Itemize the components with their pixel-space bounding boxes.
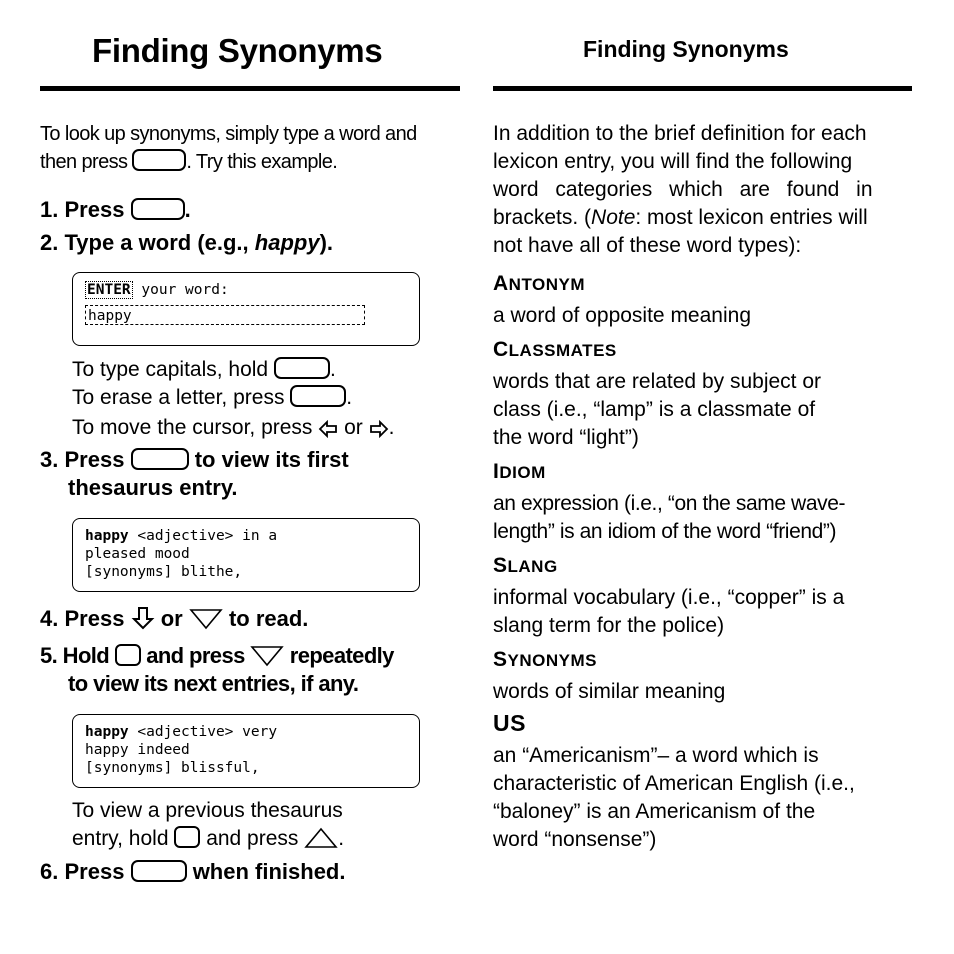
down-triangle-icon: [250, 645, 284, 667]
back-key-icon: [290, 385, 346, 407]
lcd-screen-entry2: happy <adjective> very happy indeed [synonyms] blissful,: [72, 714, 420, 788]
shift-key-icon: [274, 357, 330, 379]
enter-key-icon: [131, 448, 189, 470]
up-triangle-icon: [304, 827, 338, 849]
header-rule: [493, 86, 912, 91]
title-rule: [40, 86, 460, 91]
clear-key-icon: [131, 860, 187, 882]
right-arrow-icon: [369, 420, 389, 438]
definition-synonyms: words of similar meaning: [493, 680, 726, 703]
hint-cursor: To move the cursor, press or .: [72, 416, 395, 439]
right-intro: In addition to the brief definition for each lexicon entry, you will find the following word categories which are found in brackets. (Note: most lexicon entries will not have all of these word types):: [493, 122, 873, 257]
word-input: happy: [85, 305, 365, 325]
definition-antonym: a word of opposite meaning: [493, 304, 751, 327]
definition-us: an “Americanism”– a word which is characteristic of American English (i.e., “baloney” is an Americanism of the word “nonsense”): [493, 744, 855, 851]
hint-capitals: To type capitals, hold .: [72, 358, 336, 381]
hold-key-icon: [174, 826, 200, 848]
category-idiom: IDIOM: [493, 460, 546, 483]
synonym-key-icon: [131, 198, 185, 220]
page-title: Finding Synonyms: [92, 32, 383, 69]
definition-slang: informal vocabulary (i.e., “copper” is a slang term for the police): [493, 586, 845, 637]
step-6: 6. Press when finished.: [40, 859, 346, 884]
definition-idiom: an expression (i.e., “on the same wave- length” is an idiom of the word “friend”): [493, 492, 846, 543]
category-synonyms: SYNONYMS: [493, 648, 597, 671]
hint-previous: To view a previous thesaurus entry, hold and press .: [72, 799, 345, 850]
down-arrow-icon: [131, 606, 155, 630]
enter-badge: ENTER: [87, 282, 131, 298]
synonym-key-icon: [132, 149, 186, 171]
page-header: Finding Synonyms: [583, 36, 789, 62]
hold-key-icon: [115, 644, 141, 666]
category-classmates: CLASSMATES: [493, 338, 617, 361]
step-3: 3. Press to view its first thesaurus entry.: [40, 447, 349, 500]
intro-text: To look up synonyms, simply type a word and then press . Try this example.: [40, 123, 417, 173]
definition-classmates: words that are related by subject or class (i.e., “lamp” is a classmate of the word “light”): [493, 370, 822, 449]
left-arrow-icon: [318, 420, 338, 438]
category-antonym: ANTONYM: [493, 272, 586, 295]
hint-erase: To erase a letter, press .: [72, 386, 353, 409]
category-slang: SLANG: [493, 554, 558, 577]
category-us: US: [493, 710, 526, 736]
step-5: 5. Hold and press repeatedly to view its next entries, if any.: [40, 643, 394, 696]
step-4: 4. Press or to read.: [40, 606, 309, 631]
step-1: 1. Press .: [40, 197, 191, 222]
lcd-screen-input: ENTER your word: happy: [72, 272, 420, 346]
step-2: 2. Type a word (e.g., happy).: [40, 230, 334, 255]
down-triangle-icon: [189, 608, 223, 630]
lcd-screen-entry1: happy <adjective> in a pleased mood [synonyms] blithe,: [72, 518, 420, 592]
